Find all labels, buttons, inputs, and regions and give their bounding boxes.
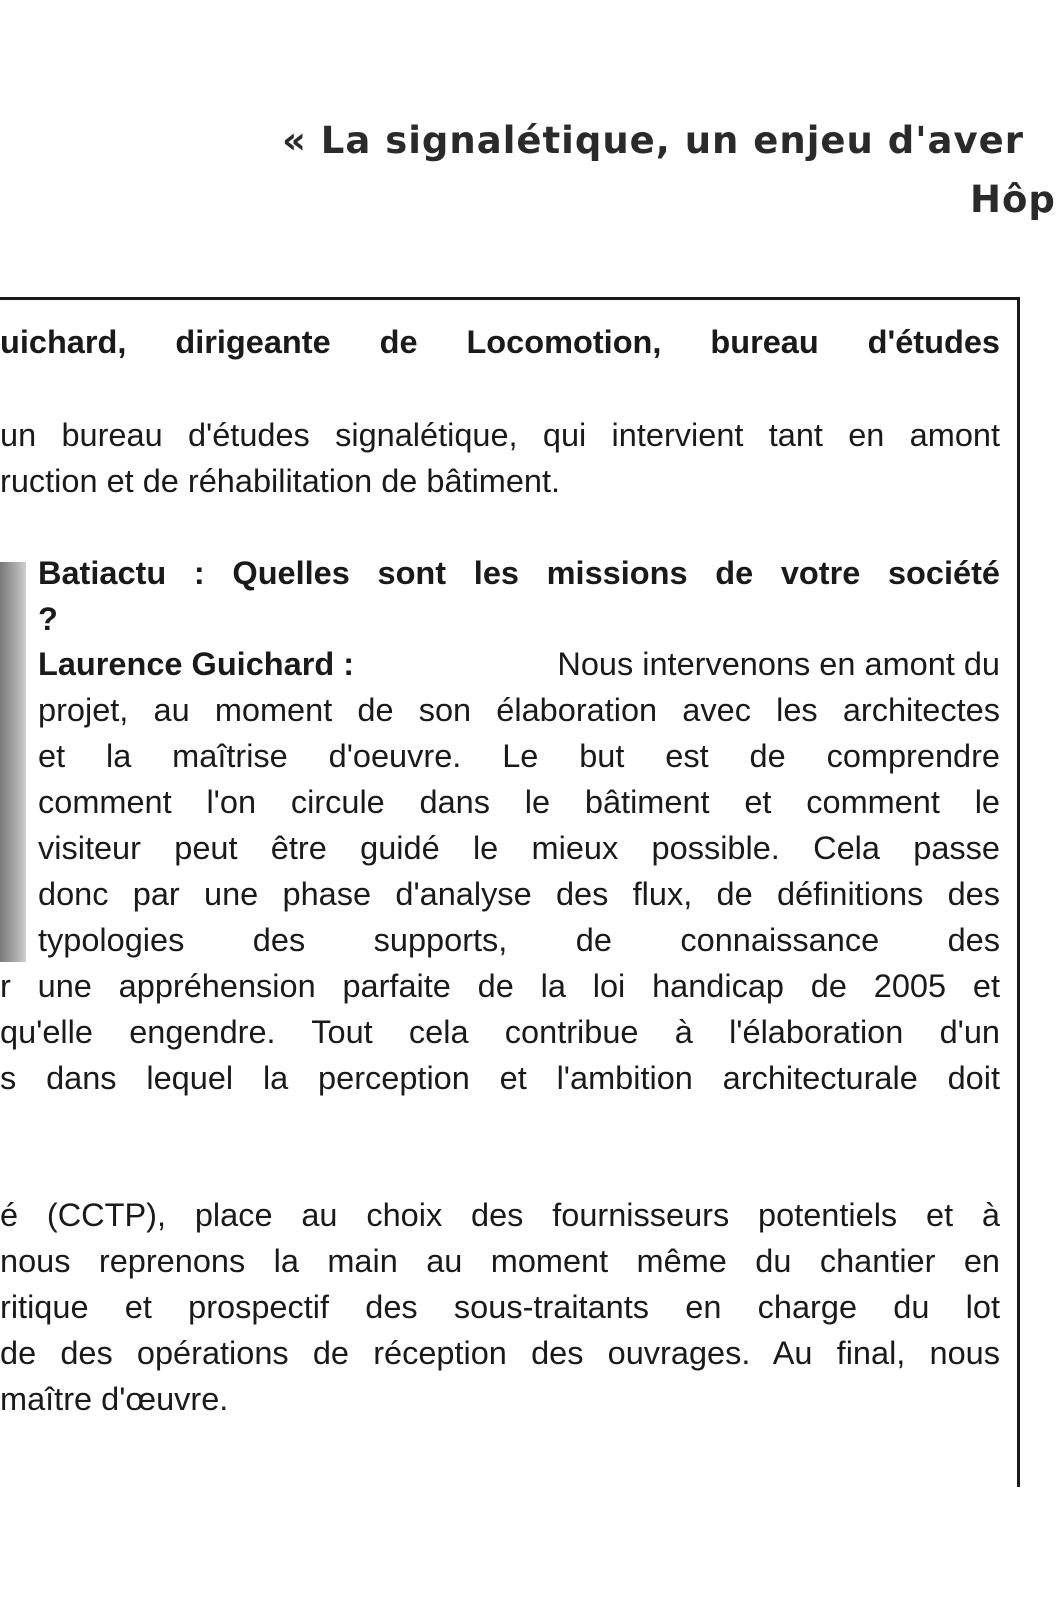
continuation-line-2: nous reprenons la main au moment même du chantier en (0, 1243, 1000, 1279)
page-title-line-2: Hôp (970, 178, 1056, 221)
answer-line-5: visiteur peut être guidé le mieux possible. Cela passe (38, 830, 1000, 866)
continuation-line-3: ritique et prospectif des sous-traitants en charge du lot (0, 1289, 1000, 1325)
continuation-line-1: é (CCTP), place au choix des fournisseurs potentiels et à (0, 1197, 1000, 1233)
frame-right-border (1017, 297, 1020, 1487)
intro-line-1: un bureau d'études signalétique, qui intervient tant en amont (0, 417, 1000, 453)
answer-line-1-text: Nous intervenons en amont du (557, 646, 1000, 682)
answer-line-1 (38, 648, 1000, 681)
answer-line-7: typologies des supports, de connaissance des (38, 922, 1000, 958)
intro-line-2: ruction et de réhabilitation de bâtiment. (0, 463, 561, 499)
answer-line-10: s dans lequel la perception et l'ambition architecturale doit (0, 1060, 1000, 1096)
answer-line-3: et la maîtrise d'oeuvre. Le but est de comprendre (38, 738, 1000, 774)
question-mark: ? (38, 601, 58, 637)
answer-line-2: projet, au moment de son élaboration avec les architectes (38, 692, 1000, 728)
answer-line-9: qu'elle engendre. Tout cela contribue à l'élaboration d'un (0, 1014, 1000, 1050)
frame-top-border (0, 297, 1020, 300)
portrait-photo (0, 562, 26, 962)
question-heading: Batiactu : Quelles sont les missions de votre société (38, 555, 1000, 591)
continuation-line-4: de des opérations de réception des ouvrages. Au final, nous (0, 1335, 1000, 1371)
continuation-line-5: maître d'œuvre. (0, 1381, 229, 1417)
speaker-label: Laurence Guichard : (38, 646, 355, 682)
page-title-line-1: « La signalétique, un enjeu d'aver (282, 119, 1024, 162)
answer-line-8: r une appréhension parfaite de la loi handicap de 2005 et (0, 968, 1000, 1004)
answer-line-4: comment l'on circule dans le bâtiment et comment le (38, 784, 1000, 820)
intro-heading: uichard, dirigeante de Locomotion, bureau d'études (0, 324, 1000, 360)
answer-line-6: donc par une phase d'analyse des flux, de définitions des (38, 876, 1000, 912)
